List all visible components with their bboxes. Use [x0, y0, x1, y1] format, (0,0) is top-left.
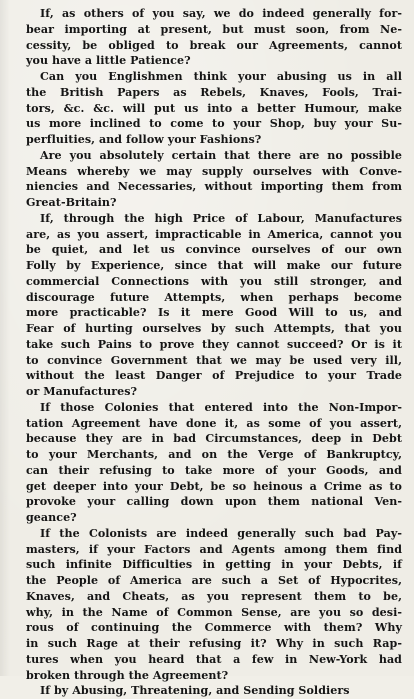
- text-line: the British Papers as Rebels, Knaves, Fools, Trai-: [26, 85, 402, 99]
- text-line: tors, &c. &c. will put us into a better Humour, make: [26, 101, 402, 115]
- text-line: without the least Danger of Prejudice to your Trade: [26, 369, 402, 383]
- text-line: tation Agreement have done it, as some of you assert,: [26, 416, 402, 430]
- text-line: perfluities, and follow your Fashions?: [26, 133, 262, 146]
- text-line: bear importing at present, but must soon, from Ne-: [26, 22, 402, 36]
- cutoff-text-line: If by Abusing, Threatening, and Sending Soldiers: [40, 684, 350, 698]
- text-line: get deeper into your Debt, be so heinous a Crime as to: [26, 479, 402, 493]
- paragraph: [26, 526, 402, 684]
- paragraph: [26, 6, 402, 69]
- text-line: tures when you heard that a few in New-York had: [26, 652, 402, 666]
- text-line: in such Rage at their refusing it? Why in such Rap-: [26, 637, 402, 650]
- text-line: commercial Connections with you still stronger, and: [26, 274, 402, 288]
- text-line: or Manufactures?: [26, 385, 138, 398]
- text-line: Fear of hurting ourselves by such Attempts, that you: [26, 322, 402, 335]
- text-line: Are you absolutely certain that there are no possible: [40, 148, 402, 162]
- text-line: discourage future Attempts, when perhaps become: [26, 290, 402, 304]
- article-column: [26, 6, 402, 698]
- text-line: geance?: [26, 511, 77, 524]
- text-line: cessity, be obliged to break our Agreements, cannot: [26, 38, 402, 52]
- paragraph: [26, 211, 402, 400]
- text-line: you have a little Patience?: [26, 54, 191, 68]
- text-line: rous of continuing the Commerce with them? Why: [26, 621, 402, 635]
- paragraph: [26, 148, 402, 211]
- text-line: niencies and Necessaries, without importing them from: [26, 180, 402, 194]
- text-line: to your Merchants, and on the Verge of Bankruptcy,: [26, 448, 402, 461]
- text-line: If, as others of you say, we do indeed generally for-: [40, 7, 402, 20]
- text-line: are, as you assert, impracticable in America, cannot you: [26, 227, 402, 241]
- text-line: If those Colonies that entered into the Non-Impor-: [40, 400, 402, 414]
- text-line: broken through the Agreement?: [26, 668, 229, 682]
- text-line: the People of America are such a Set of Hypocrites,: [26, 574, 402, 587]
- text-line: Great-Britain?: [26, 196, 117, 209]
- text-line: because they are in bad Circumstances, deep in Debt: [26, 432, 402, 446]
- text-line: be quiet, and let us convince ourselves of our own: [26, 243, 402, 257]
- text-line: Means whereby we may supply ourselves with Conve-: [26, 164, 402, 178]
- text-line: to convince Government that we may be used very ill,: [26, 353, 402, 367]
- text-line: If, through the high Price of Labour, Manufactures: [40, 211, 402, 225]
- text-line: take such Pains to prove they cannot succeed? Or is it: [26, 337, 402, 351]
- paragraph: [26, 400, 402, 526]
- text-line: us more inclined to come to your Shop, buy your Su-: [26, 117, 402, 131]
- text-line: provoke your calling down upon them national Ven-: [26, 495, 402, 509]
- paragraph: [26, 69, 402, 148]
- text-line: such infinite Difficulties in getting in your Debts, if: [26, 558, 402, 572]
- text-line: Folly by Experience, since that will make our future: [26, 259, 402, 272]
- page-edge-shadow: [0, 0, 10, 676]
- text-line: more practicable? Is it mere Good Will to us, and: [26, 306, 402, 320]
- text-line: why, in the Name of Common Sense, are you so desi-: [26, 605, 402, 619]
- text-line: If the Colonists are indeed generally such bad Pay-: [40, 526, 402, 540]
- text-line: Can you Englishmen think your abusing us in all: [40, 70, 402, 83]
- text-line: can their refusing to take more of your Goods, and: [26, 463, 402, 477]
- text-line: Knaves, and Cheats, as you represent them to be,: [26, 589, 402, 603]
- text-line: masters, if your Factors and Agents among them find: [26, 542, 402, 556]
